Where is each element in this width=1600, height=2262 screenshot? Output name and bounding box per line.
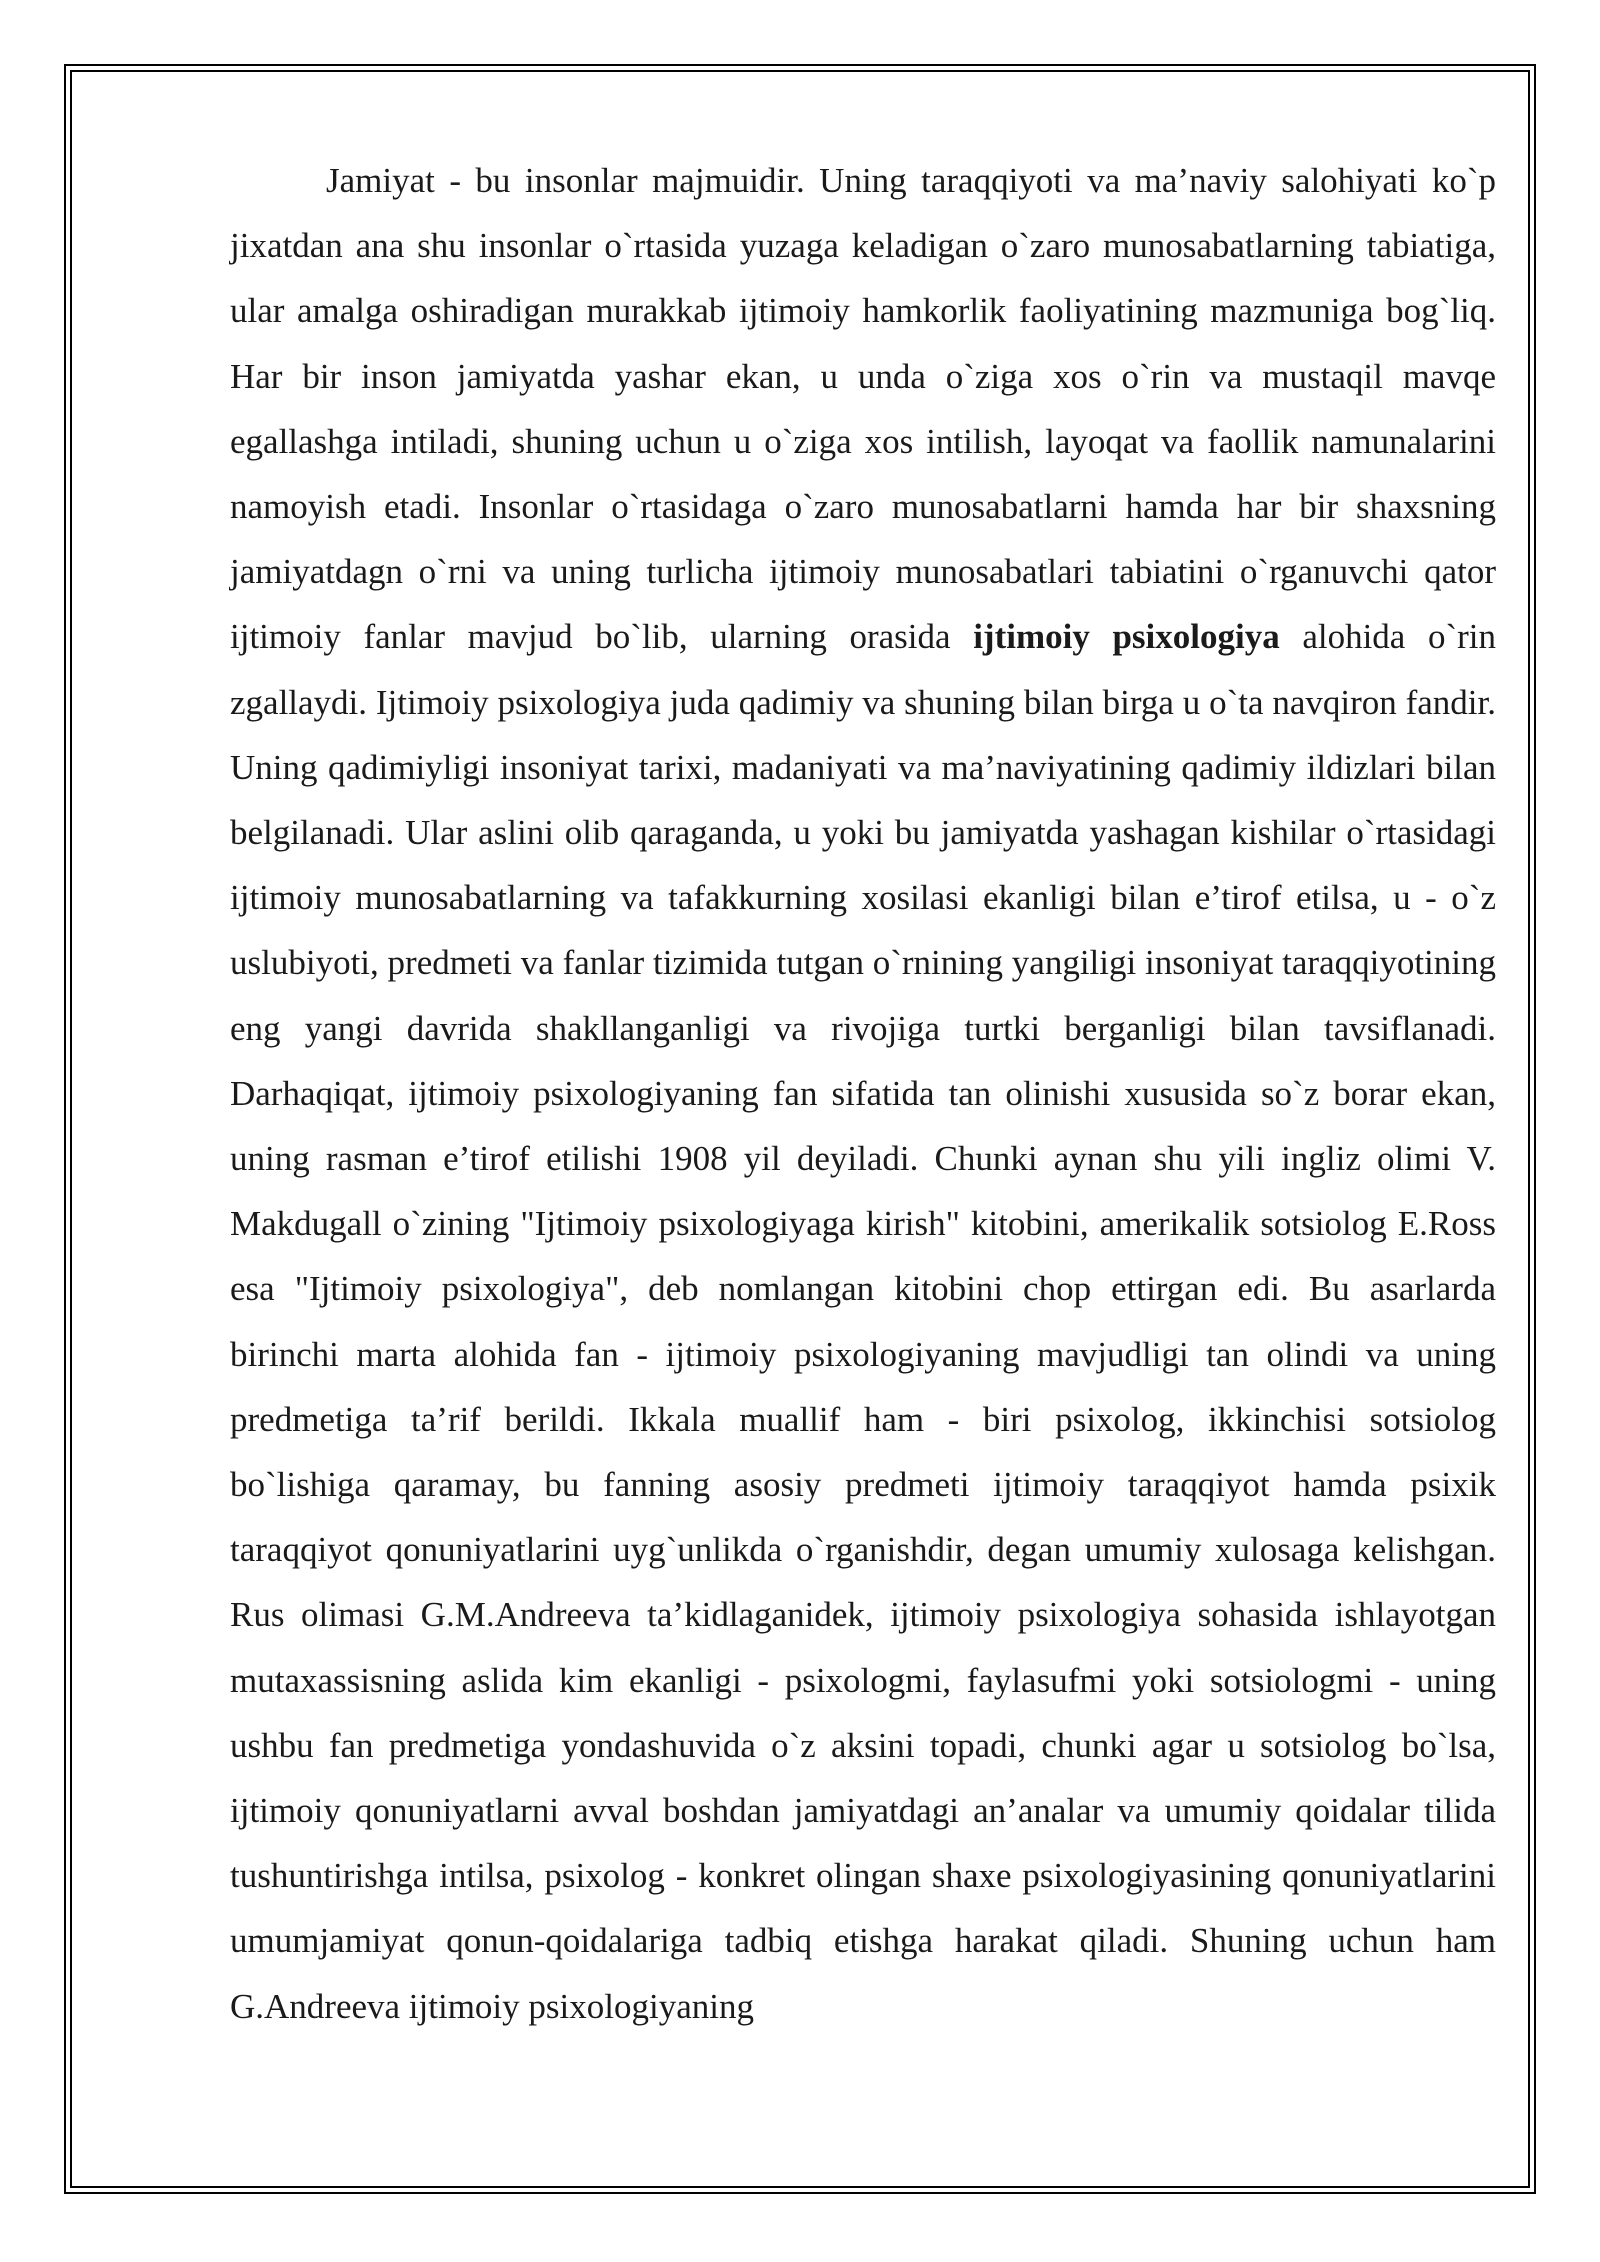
paragraph-text-part1: Jamiyat - bu insonlar majmuidir. Uning taraqqiyoti va ma’naviy salohiyati ko`p jixatdan ana shu insonlar o`rtasida yuzaga keladigan o`zaro munosabatlarning tabiatiga, ular amalga oshiradigan murakkab ijtimoiy hamkorlik faoliyatining mazmuniga bog`liq. Har bir inson jamiyatda yashar ekan, u unda o`ziga xos o`rin va mustaqil mavqe egallashga intiladi, shuning uchun u o`ziga xos intilish, layoqat va faollik namunalarini namoyish etadi. Insonlar o`rtasidaga o`zaro munosabatlarni hamda har bir shaxsning jamiyatdagn o`rni va uning turlicha ijtimoiy munosabatlari tabiatini o`rganuvchi qator ijtimoiy fanlar mavjud bo`lib, ularning orasida xyxy=(230,161,1496,657)
bold-term: ijtimoiy psixologiya xyxy=(973,617,1280,657)
paragraph-text-part2: alohida o`rin zgallaydi. Ijtimoiy psixologiya juda qadimiy va shuning bilan birga u o`ta navqiron fandir. Uning qadimiyligi insoniyat tarixi, madaniyati va ma’naviyatining qadimiy ildizlari bilan belgilanadi. Ular aslini olib qaraganda, u yoki bu jamiyatda yashagan kishilar o`rtasidagi ijtimoiy munosabatlarning va tafakkurning xosilasi ekanligi bilan e’tirof etilsa, u - o`z uslubiyoti, predmeti va fanlar tizimida tutgan o`rnining yangiligi insoniyat taraqqiyotining eng yangi davrida shakllanganligi va rivojiga turtki berganligi bilan tavsiflanadi. Darhaqiqat, ijtimoiy psixologiyaning fan sifatida tan olinishi xususida so`z borar ekan, uning rasman e’tirof etilishi 1908 yil deyiladi. Chunki aynan shu yili ingliz olimi V. Makdugall o`zining "Ijtimoiy psixologiyaga kirish" kitobini, amerikalik sotsiolog E.Ross esa "Ijtimoiy psixologiya", deb nomlangan kitobini chop ettirgan edi. Bu asarlarda birinchi marta alohida fan - ijtimoiy psixologiyaning mavjudligi tan olindi va uning predmetiga ta’rif berildi. Ikkala muallif ham - biri psixolog, ikkinchisi sotsiolog bo`lishiga qaramay, bu fanning asosiy predmeti ijtimoiy taraqqiyot hamda psixik taraqqiyot qonuniyatlarini uyg`unlikda o`rganishdir, degan umumiy xulosaga kelishgan. Rus olimasi G.M.Andreeva ta’kidlaganidek, ijtimoiy psixologiya sohasida ishlayotgan mutaxassisning aslida kim ekanligi - psixologmi, faylasufmi yoki sotsiologmi - uning ushbu fan predmetiga yondashuvida o`z aksini topadi, chunki agar u sotsiolog bo`lsa, ijtimoiy qonuniyatlarni avval boshdan jamiyatdagi an’analar va umumiy qoidalar tilida tushuntirishga intilsa, psixolog - konkret olingan shaxe psixologiyasining qonuniyatlarini umumjamiyat qonun-qoidalariga tadbiq etishga harakat qiladi. Shuning uchun ham G.Andreeva ijtimoiy psixologiyaning xyxy=(230,617,1496,2026)
body-paragraph xyxy=(230,148,1496,2039)
document-body xyxy=(230,148,1496,2039)
